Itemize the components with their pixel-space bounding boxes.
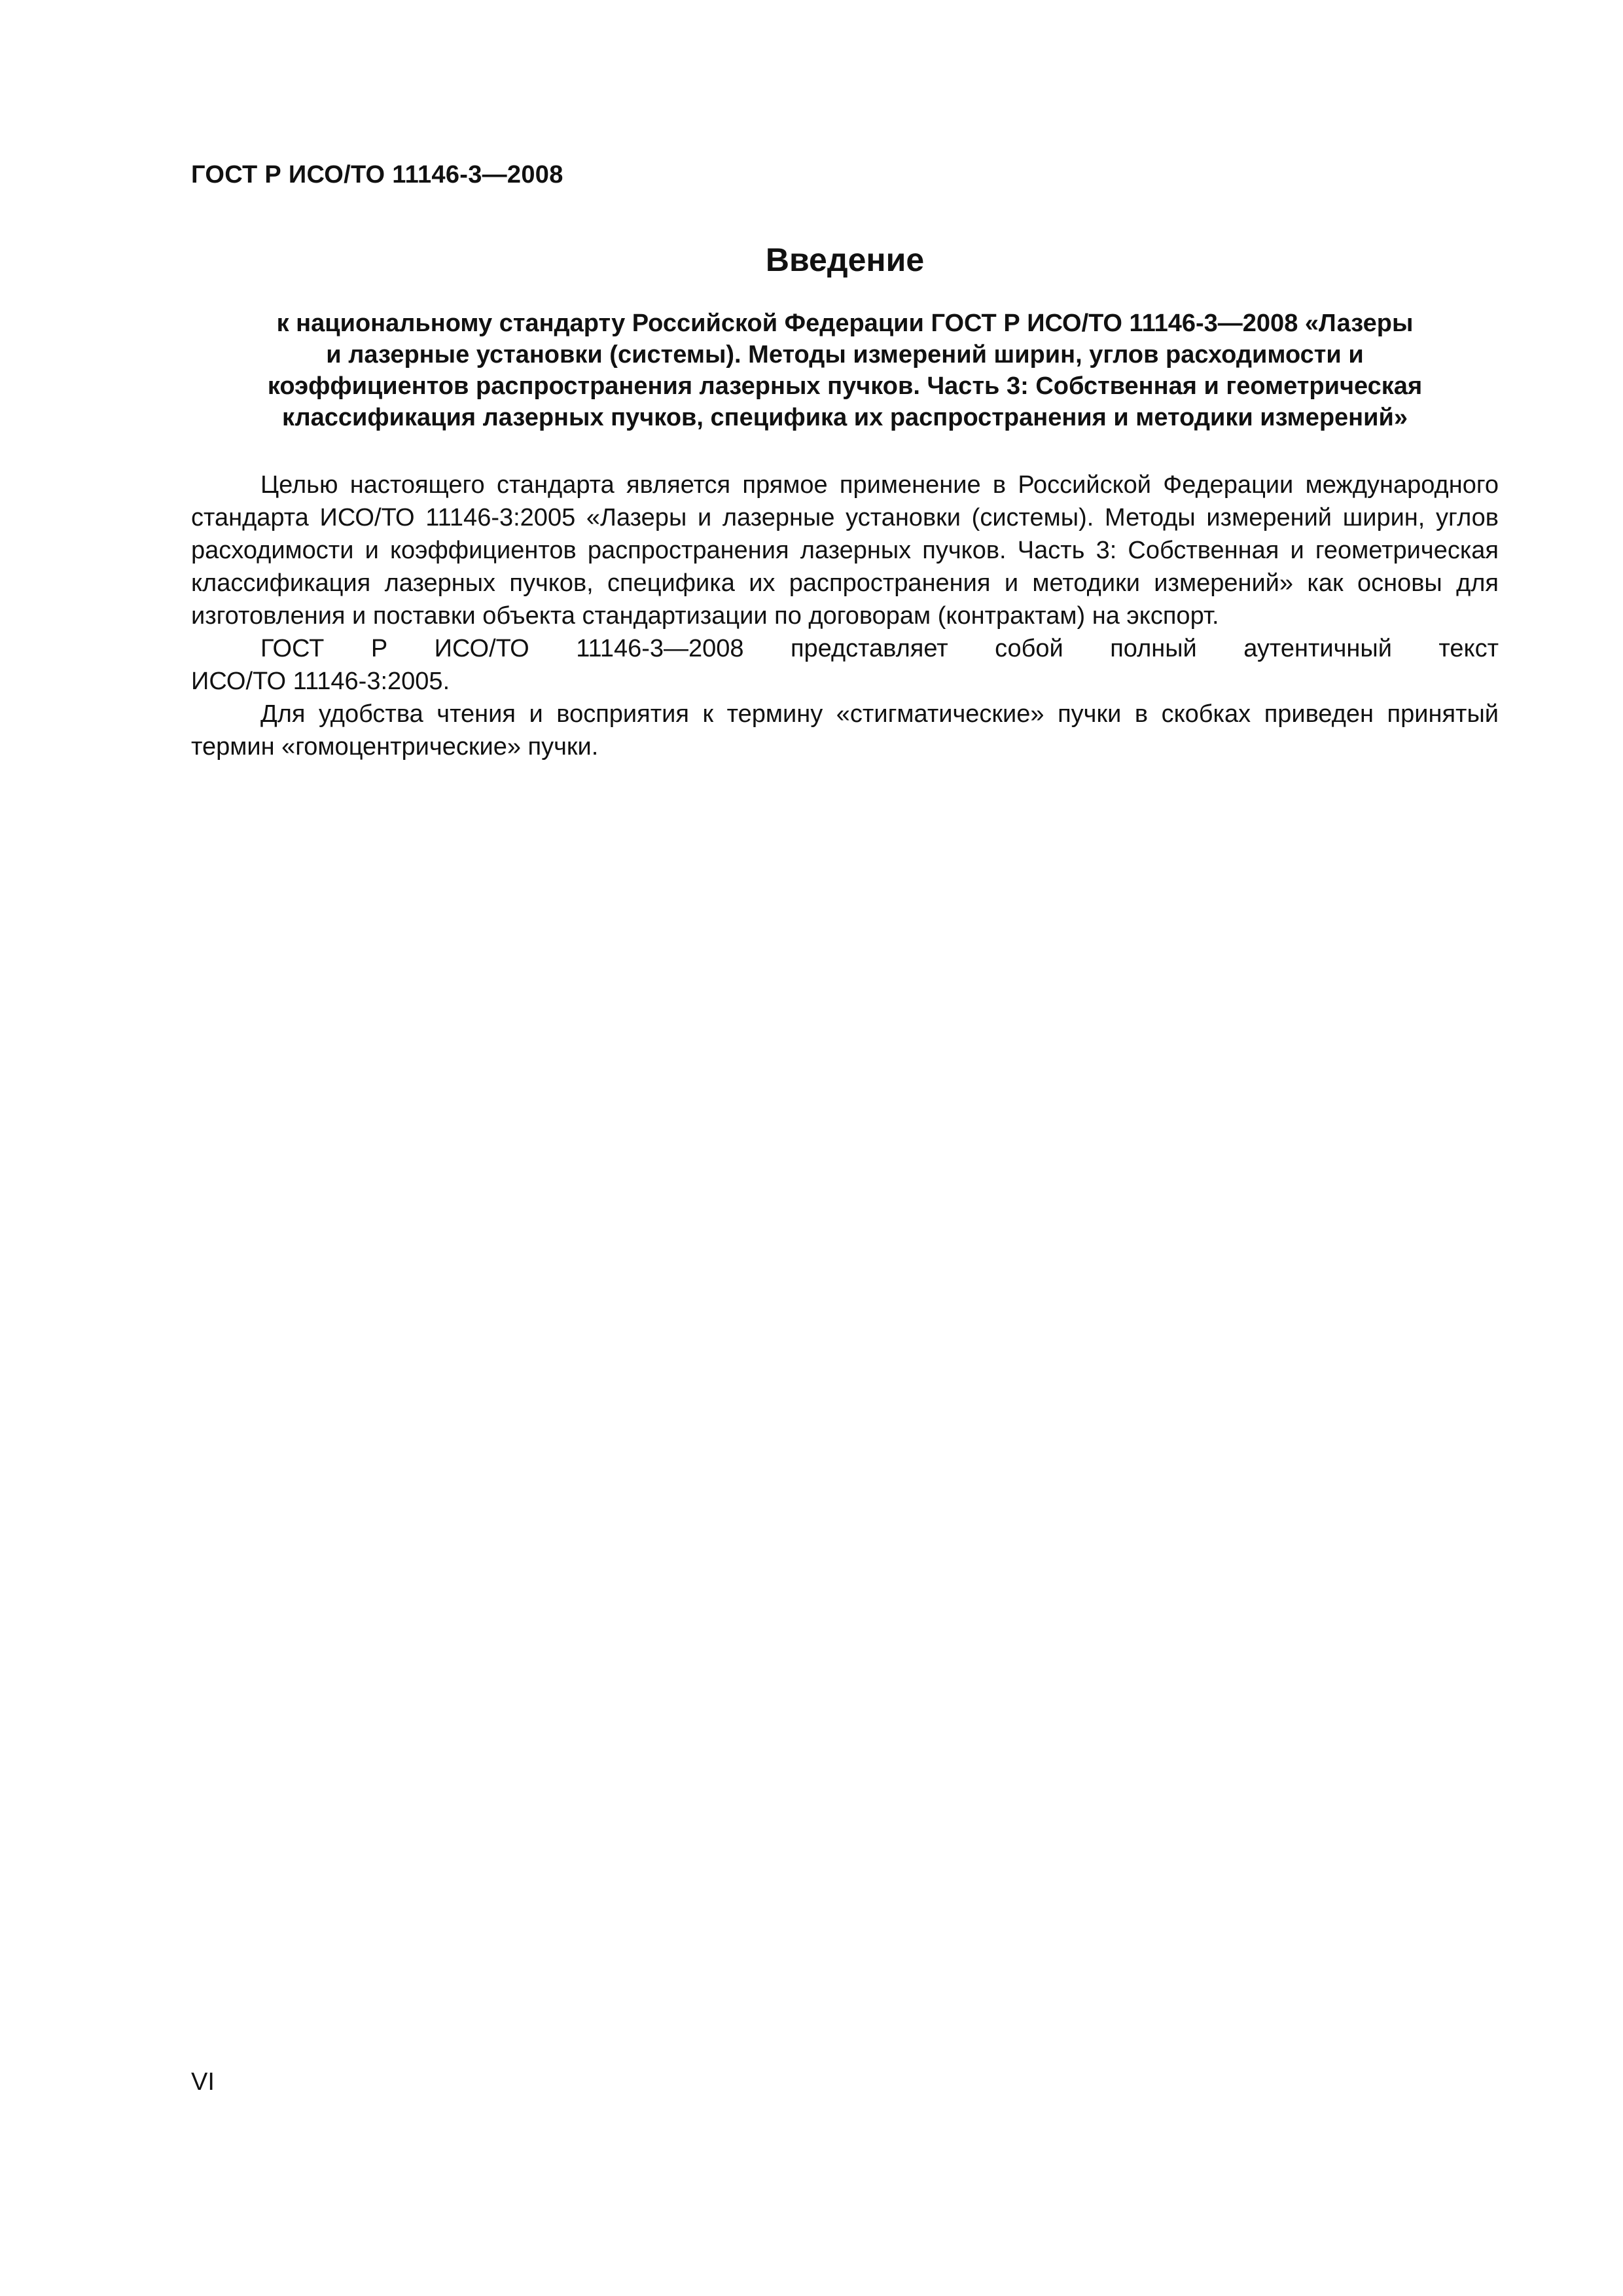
paragraph-purpose: Целью настоящего стандарта является прямое применение в Российской Федерации международного стандарта ИСО/ТО 11146-3:2005 «Лазеры и лазерные установки (системы). Методы измерений ширин, углов расходимости и коэффициентов распространения лазерных пучков. Часть 3: Собственная и геометрическая классификация лазерных пучков, специфика их распространения и методики измерений» как основы для изготовления и поставки объекта стандартизации по договорам (контрактам) на экспорт. xyxy=(191,471,1499,630)
paragraph-terminology: Для удобства чтения и восприятия к термину «стигматические» пучки в скобках приведен принятый термин «гомоцентрические» пучки. xyxy=(191,700,1499,761)
word: полный xyxy=(1110,635,1197,662)
word: собой xyxy=(995,635,1063,662)
word: ИСО/ТО xyxy=(434,635,529,662)
subtitle-line: классификация лазерных пучков, специфика их распространения и методики измерений» xyxy=(281,404,1408,431)
subtitle-line: к национальному стандарту Российской Федерации ГОСТ Р ИСО/ТО 11146-3—2008 «Лазеры xyxy=(276,310,1414,337)
word: 11146-3—2008 xyxy=(576,635,744,662)
paragraph-authentic-text xyxy=(191,632,1499,698)
section-title: Введение xyxy=(765,242,925,278)
word: представляет xyxy=(790,635,948,662)
paragraph-line-spread xyxy=(260,632,1499,665)
document-code-header: ГОСТ Р ИСО/ТО 11146-3—2008 xyxy=(191,161,563,188)
paragraph-line-tail: ИСО/ТО 11146-3:2005. xyxy=(191,668,450,695)
word: ГОСТ xyxy=(260,635,325,662)
word: текст xyxy=(1438,635,1499,662)
word: Р xyxy=(370,635,388,662)
section-subtitle xyxy=(191,308,1499,433)
subtitle-line: и лазерные установки (системы). Методы измерений ширин, углов расходимости и xyxy=(326,341,1364,368)
word: аутентичный xyxy=(1243,635,1392,662)
page-number: VI xyxy=(191,2068,215,2096)
subtitle-line: коэффициентов распространения лазерных пучков. Часть 3: Собственная и геометрическая xyxy=(267,372,1423,400)
body-text xyxy=(191,469,1499,763)
